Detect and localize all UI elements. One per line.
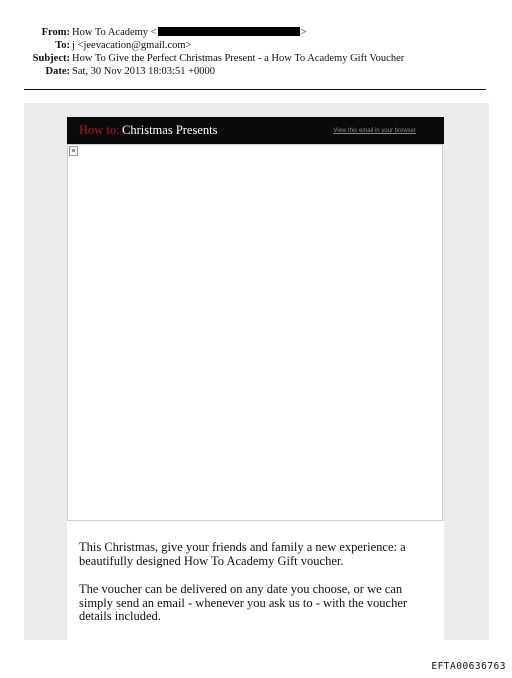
subject-value: How To Give the Perfect Christmas Present - a How To Academy Gift Voucher	[72, 53, 405, 64]
document-id: EFTA00636763	[431, 661, 506, 672]
subject-row	[0, 52, 512, 65]
body-paragraph-2: The voucher can be delivered on any date you choose, or we can simply send an email - whenever you ask us to - with the voucher details included.	[79, 582, 408, 623]
banner-title: Christmas Presents	[122, 123, 218, 137]
to-label: To:	[55, 40, 70, 51]
hero-image-placeholder	[67, 144, 443, 521]
from-row	[0, 26, 512, 39]
from-suffix: >	[300, 27, 307, 38]
from-sender: How To Academy <	[72, 27, 157, 38]
date-value: Sat, 30 Nov 2013 18:03:51 +0000	[72, 66, 216, 77]
subject-label: Subject:	[32, 53, 70, 64]
view-in-browser-link[interactable]: View this email in your browser	[333, 128, 416, 134]
date-label: Date:	[45, 66, 70, 77]
to-value: j <jeevacation@gmail.com>	[72, 40, 192, 51]
brand-label: How to:	[79, 123, 120, 137]
email-banner	[67, 117, 444, 144]
email-body-text	[67, 521, 444, 640]
body-paragraph-1: This Christmas, give your friends and family a new experience: a beautifully designed How To Academy Gift voucher.	[79, 540, 406, 568]
email-header	[0, 26, 512, 78]
redaction-bar	[158, 27, 300, 36]
from-label: From:	[41, 27, 70, 38]
header-divider	[24, 89, 486, 90]
date-row	[0, 65, 512, 78]
to-row	[0, 39, 512, 52]
broken-image-icon	[69, 146, 78, 156]
from-value	[72, 26, 307, 39]
